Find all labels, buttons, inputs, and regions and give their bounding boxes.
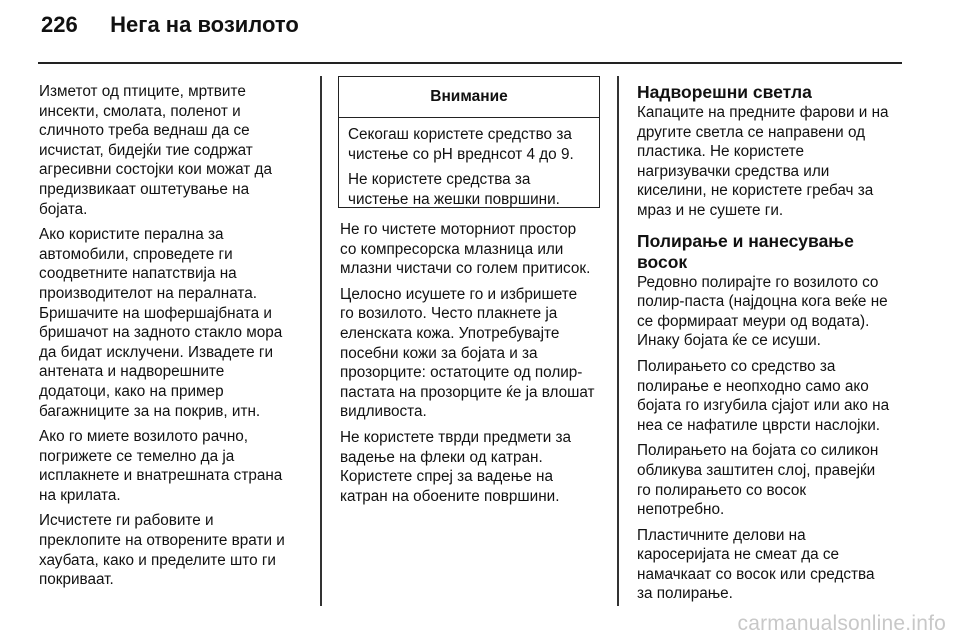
section-heading-exterior-lights: Надворешни светла bbox=[637, 82, 812, 102]
paragraph-hand-wash: Ако го миете возилото рачно, погрижете се темелно да ја исплакнете и внатрешната страна на крилата. bbox=[39, 428, 283, 504]
paragraph-car-wash: Ако користите перална за автомобили, спроведете ги соодветните напатствија на производителот на пералната. Бришачите на шофершајбната и бришачот на задното стакло мора да бидат исклучени. Извадете ги антената и надворешните додатоци, како на пример багажниците за на покрив, итн. bbox=[39, 226, 283, 420]
watermark: carmanualsonline.info bbox=[737, 612, 946, 635]
paragraph-regular-polishing: Редовно полирајте го возилото со полир-паста (најдоцна кога веќе не се формираат меури од водата). Инаку бојата ќе се исуши. bbox=[637, 273, 888, 350]
paragraph-plastic-parts: Пластичните делови на каросеријата не смеат да се намачкаат со восок или средства за полирање. bbox=[637, 526, 875, 603]
warning-paragraph-hot-surfaces: Не користете средства за чистење на жешки површини. bbox=[348, 171, 560, 208]
paragraph-door-edges: Исчистете ги рабовите и преклопите на отворените врати и хаубата, како и пределите што ги покриваат. bbox=[39, 512, 285, 589]
column-1 bbox=[39, 82, 285, 596]
paragraph-engine-compartment: Не го чистете моторниот простор со компресорска млазница или млазни чистачи со голем притисок. bbox=[340, 221, 591, 278]
warning-body bbox=[339, 118, 599, 209]
warning-box bbox=[338, 76, 600, 208]
paragraph-polish-necessity: Полирањето со средство за полирање е неопходно само ако бојата го изгубила сјајот или ако на неа се нафатиле цврсти наслојки. bbox=[637, 357, 890, 434]
paragraph-silicone: Полирањето на бојата со силикон обликува заштитен слој, правејќи го полирањето со восок непотребно. bbox=[637, 442, 879, 519]
paragraph-exterior-lights: Капаците на предните фарови и на другите светла се направени од пластика. Не користете нагризувачки средства или киселини, не користете гребач за мраз и не сушете ги. bbox=[637, 104, 889, 219]
warning-paragraph-ph: Секогаш користете средство за чистење со pH вреднсот 4 до 9. bbox=[348, 126, 574, 163]
column-divider-right bbox=[617, 76, 619, 606]
page-header bbox=[41, 12, 299, 38]
warning-heading: Внимание bbox=[339, 77, 599, 118]
column-3 bbox=[637, 82, 889, 610]
header-rule bbox=[38, 62, 902, 64]
page-title: Нега на возилото bbox=[110, 12, 299, 37]
paragraph-drying: Целосно исушете го и избришете го возилото. Често плакнете ја еленската кожа. Употребувајте посебни кожи за бојата и за прозорците: остатоците од полир- пастата на прозорците ќе ја влошат видливоста. bbox=[340, 285, 595, 421]
paragraph-bird-droppings: Изметот од птиците, мртвите инсекти, смолата, поленот и сличното треба веднаш да се исчистат, бидејќи тие содржат агресивни состојки кои можат да предизвикаат оштетување на бојата. bbox=[39, 83, 272, 218]
section-heading-polishing: Полирање и нанесување восок bbox=[637, 230, 854, 272]
paragraph-tar-stains: Не користете тврди предмети за вадење на флеки од катран. Користете спреј за вадење на катран на обоените површини. bbox=[340, 428, 572, 505]
page-number: 226 bbox=[41, 12, 78, 37]
column-2 bbox=[340, 220, 595, 512]
column-divider-left bbox=[320, 76, 322, 606]
